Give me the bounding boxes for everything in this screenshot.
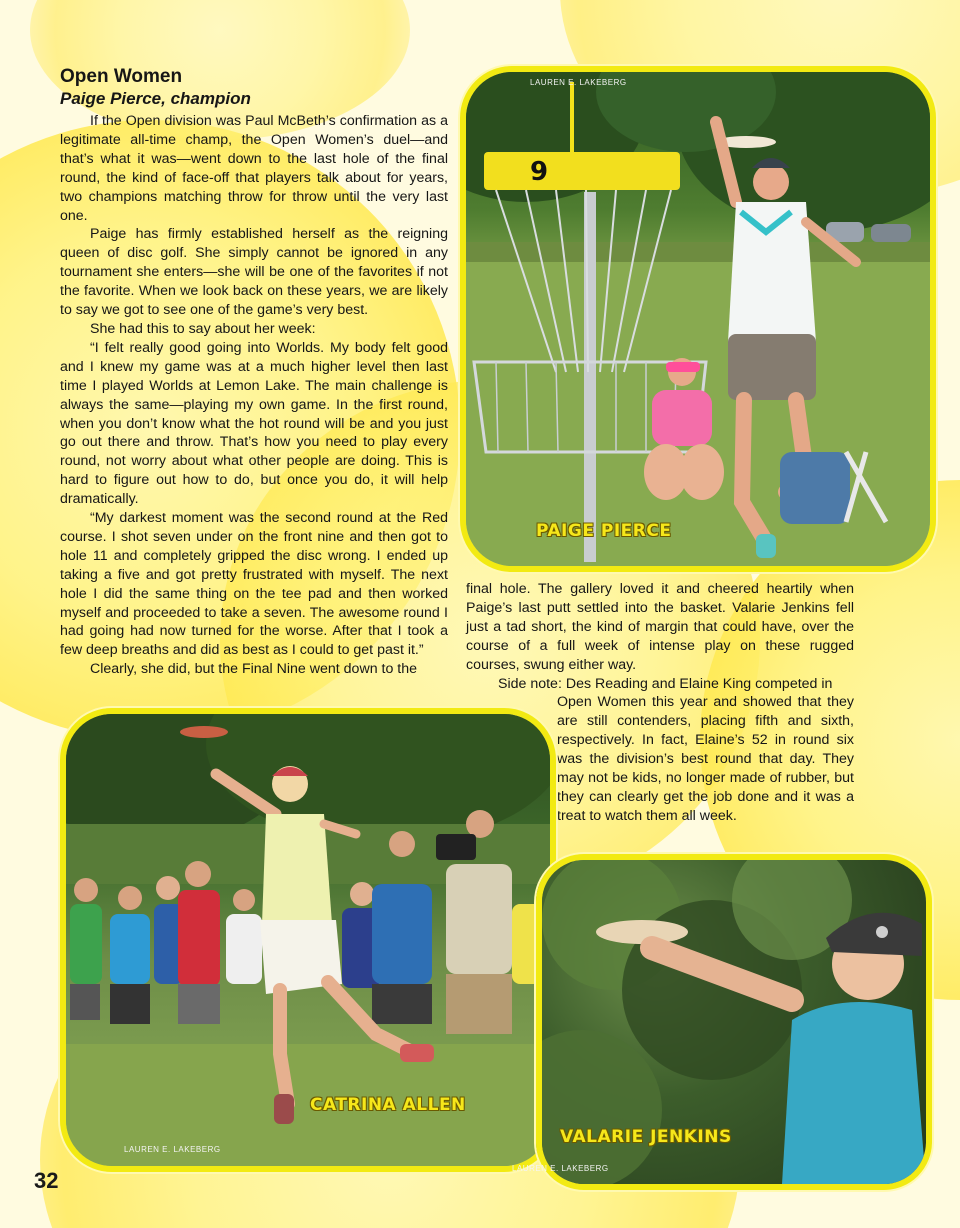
side-note-lead: Side note: Des Reading and Elaine King competed in xyxy=(498,675,833,692)
paragraph: “I felt really good going into Worlds. My body felt good and I knew my game was at a much higher level then last time I played Worlds at Lemon Lake. The main challenge is always the same—playing my own game. In the first round, when you don’t know what the hot round will be and you just go out there and throw. That’s how you need to play every round, not worry about what other people are doing. This is hard to figure out how to do, but once you do, it will help dramatically. xyxy=(60,339,448,508)
paragraph: Clearly, she did, but the Final Nine went down to the xyxy=(90,661,418,678)
photo-credit: LAUREN E. LAKEBERG xyxy=(124,1145,221,1154)
paragraph: “My darkest moment was the second round at the Red course. I shot seven under on the front nine and then got to hole 11 and completely gripped the disc wrong. I ended up taking a five and got pretty frustrated with myself. The next hole I did the same thing on the tee pad and then worked myself and proceeded to take a seven. The awesome round I had going had now turned for the worse. After that I took a few deep breaths and did as best as I could to get past it.” xyxy=(60,510,448,659)
article-subtitle: Paige Pierce, champion xyxy=(60,89,251,108)
photo-caption-paige: PAIGE PIERCE xyxy=(536,521,672,541)
photo-caption-valarie: VALARIE JENKINS xyxy=(560,1127,732,1147)
paige-scene xyxy=(466,72,930,566)
photo-catrina-allen xyxy=(60,708,556,1172)
page-number: 32 xyxy=(34,1168,59,1193)
article-column-left xyxy=(60,66,448,679)
photo-credit: LAUREN E. LAKEBERG xyxy=(530,78,627,87)
paragraph-continuation: final hole. The gallery loved it and cheered heartily when Paige’s last putt settled into the basket. Valarie Jenkins fell just a tad short, the kind of margin that could have, over the course of a full week of intense play on these rugged courses, swung either way. xyxy=(466,581,854,673)
photo-caption-catrina: CATRINA ALLEN xyxy=(310,1095,466,1115)
photo-credit: LAUREN E. LAKEBERG xyxy=(512,1164,609,1173)
paragraph: Paige has firmly established herself as the reigning queen of disc golf. She simply cannot be ignored in any tournament she enters—she will be one of the favorites if not the favorite. When we look back on these years, we are likely to say we got to see one of the game’s very best. xyxy=(60,226,448,319)
side-note-body: Open Women this year and showed that they are still contenders, placing fifth and sixth, respectively. In fact, Elaine’s 52 in round six was the division’s best round that day. They may not be kids, no longer made of rubber, but they can clearly get the job done and it was a treat to watch them all week. xyxy=(557,694,854,824)
paragraph: She had this to say about her week: xyxy=(90,320,316,337)
article-title: Open Women xyxy=(60,66,183,87)
catrina-scene xyxy=(66,714,550,1166)
photo-paige-pierce xyxy=(460,66,936,572)
paragraph: If the Open division was Paul McBeth’s confirmation as a legitimate all-time champ, the Open Women’s duel—and that’s what it was—went down to the last hole of the final round, the kind of face-off that players talk about for years, two champions matching throw for throw until the very last one. xyxy=(60,113,448,224)
basket-number: 9 xyxy=(530,157,549,187)
